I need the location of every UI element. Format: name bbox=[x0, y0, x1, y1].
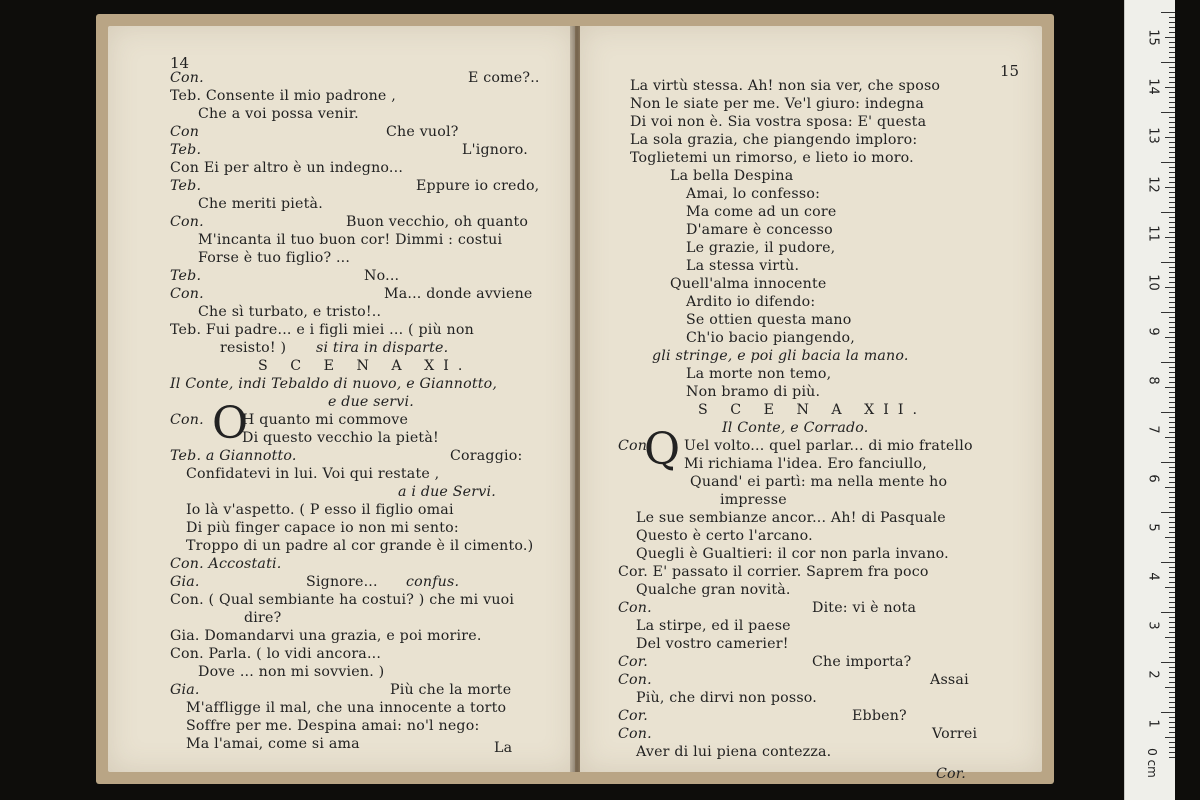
ruler-tick bbox=[1169, 127, 1175, 128]
ruler-tick bbox=[1169, 472, 1175, 473]
ruler-tick bbox=[1169, 382, 1175, 383]
text-line: Con. bbox=[618, 726, 652, 742]
text-line: Buon vecchio, oh quanto bbox=[346, 214, 529, 230]
text-line: S C E N A XII. bbox=[698, 402, 926, 418]
ruler-tick bbox=[1169, 602, 1175, 603]
text-line: confus. bbox=[406, 574, 460, 590]
ruler-tick bbox=[1169, 547, 1175, 548]
text-line: Con. bbox=[170, 70, 204, 86]
text-line: Dite: vi è nota bbox=[812, 600, 917, 616]
ruler-tick bbox=[1169, 707, 1175, 708]
book-spread bbox=[96, 14, 1054, 784]
text-line: Le grazie, il pudore, bbox=[686, 240, 836, 256]
ruler-tick bbox=[1169, 117, 1175, 118]
text-line: Quand' ei partì: ma nella mente ho bbox=[690, 474, 948, 490]
ruler-tick bbox=[1169, 617, 1175, 618]
ruler-tick bbox=[1161, 62, 1175, 63]
ruler-tick bbox=[1169, 502, 1175, 503]
ruler-tick bbox=[1161, 212, 1175, 213]
text-line: Teb. bbox=[170, 142, 202, 158]
ruler-tick bbox=[1165, 187, 1175, 188]
ruler-tick bbox=[1161, 662, 1175, 663]
ruler-tick bbox=[1169, 92, 1175, 93]
ruler-tick bbox=[1169, 42, 1175, 43]
ruler-tick bbox=[1169, 752, 1175, 753]
text-line: resisto! ) bbox=[220, 340, 287, 356]
text-line: La bbox=[494, 740, 513, 756]
ruler-tick bbox=[1169, 292, 1175, 293]
ruler-tick bbox=[1169, 632, 1175, 633]
text-line: Eppure io credo, bbox=[416, 178, 540, 194]
text-line: Coraggio: bbox=[450, 448, 523, 464]
ruler-tick bbox=[1169, 582, 1175, 583]
ruler-number: 13 bbox=[1145, 127, 1161, 144]
ruler-tick bbox=[1169, 552, 1175, 553]
ruler-unit-label: 0 cm bbox=[1144, 748, 1159, 778]
text-line: Amai, lo confesso: bbox=[686, 186, 821, 202]
ruler-tick bbox=[1165, 537, 1175, 538]
ruler-tick bbox=[1169, 467, 1175, 468]
text-line: Più che la morte bbox=[390, 682, 512, 698]
ruler-tick bbox=[1165, 587, 1175, 588]
text-line: Teb. bbox=[170, 268, 202, 284]
text-line: Con. bbox=[170, 214, 204, 230]
text-line: Signore... bbox=[306, 574, 378, 590]
ruler-tick bbox=[1169, 677, 1175, 678]
ruler-tick bbox=[1169, 157, 1175, 158]
text-line: La stirpe, ed il paese bbox=[636, 618, 791, 634]
ruler-number: 4 bbox=[1145, 572, 1161, 581]
ruler-tick bbox=[1169, 407, 1175, 408]
text-line: Il Conte, e Corrado. bbox=[722, 420, 869, 436]
text-line: L'ignoro. bbox=[462, 142, 529, 158]
ruler-tick bbox=[1161, 612, 1175, 613]
ruler-number: 14 bbox=[1145, 78, 1161, 95]
text-line: Ch'io bacio piangendo, bbox=[686, 330, 855, 346]
right-page bbox=[580, 26, 1042, 782]
text-line: Troppo di un padre al cor grande è il cimento.) bbox=[186, 538, 534, 554]
ruler-tick bbox=[1169, 277, 1175, 278]
ruler-tick bbox=[1169, 402, 1175, 403]
text-line: Assai bbox=[930, 672, 969, 688]
drop-cap-letter: Q bbox=[644, 424, 681, 475]
text-line: dire? bbox=[244, 610, 282, 626]
text-line: Cor. E' passato il corrier. Saprem fra poco bbox=[618, 564, 929, 580]
text-line: Cor. bbox=[618, 654, 648, 670]
ruler-tick bbox=[1169, 542, 1175, 543]
ruler-tick bbox=[1169, 697, 1175, 698]
ruler-tick bbox=[1161, 562, 1175, 563]
text-line: Con. bbox=[618, 672, 652, 688]
text-line: Di questo vecchio la pietà! bbox=[242, 430, 439, 446]
ruler-tick bbox=[1169, 477, 1175, 478]
text-line: Ma come ad un core bbox=[686, 204, 837, 220]
ruler-tick bbox=[1169, 667, 1175, 668]
ruler-tick bbox=[1165, 437, 1175, 438]
ruler-number: 8 bbox=[1145, 376, 1161, 385]
text-line: Che sì turbato, e tristo!.. bbox=[198, 304, 382, 320]
text-line: Se ottien questa mano bbox=[686, 312, 852, 328]
ruler-tick bbox=[1169, 747, 1175, 748]
ruler-tick bbox=[1169, 197, 1175, 198]
ruler-tick bbox=[1169, 322, 1175, 323]
ruler-tick bbox=[1169, 422, 1175, 423]
ruler-tick bbox=[1169, 167, 1175, 168]
ruler-tick bbox=[1165, 37, 1175, 38]
text-line: Qualche gran novità. bbox=[636, 582, 791, 598]
ruler-tick bbox=[1169, 442, 1175, 443]
text-line: Questo è certo l'arcano. bbox=[636, 528, 813, 544]
ruler-tick bbox=[1169, 397, 1175, 398]
text-line: impresse bbox=[720, 492, 787, 508]
text-line: Confidatevi in lui. Voi qui restate , bbox=[186, 466, 440, 482]
text-line: Quegli è Gualtieri: il cor non parla invano. bbox=[636, 546, 949, 562]
text-line: M'affligge il mal, che una innocente a torto bbox=[186, 700, 507, 716]
ruler-number: 2 bbox=[1145, 670, 1161, 679]
ruler-tick bbox=[1169, 457, 1175, 458]
ruler-tick bbox=[1169, 57, 1175, 58]
text-line: Del vostro camerier! bbox=[636, 636, 789, 652]
ruler-tick bbox=[1169, 567, 1175, 568]
ruler-tick bbox=[1169, 627, 1175, 628]
ruler-tick bbox=[1161, 712, 1175, 713]
text-line: Le sue sembianze ancor... Ah! di Pasquale bbox=[636, 510, 946, 526]
ruler-tick bbox=[1169, 732, 1175, 733]
ruler-tick bbox=[1169, 132, 1175, 133]
text-line: Con bbox=[170, 124, 200, 140]
ruler-tick bbox=[1169, 447, 1175, 448]
ruler-tick bbox=[1169, 182, 1175, 183]
ruler-tick bbox=[1169, 557, 1175, 558]
ruler-tick bbox=[1169, 217, 1175, 218]
ruler-tick bbox=[1169, 102, 1175, 103]
ruler-tick bbox=[1169, 332, 1175, 333]
text-line: Con. ( Qual sembiante ha costui? ) che mi vuoi bbox=[170, 592, 515, 608]
text-line: Aver di lui piena contezza. bbox=[636, 744, 832, 760]
ruler-tick bbox=[1169, 122, 1175, 123]
text-line: Con. Parla. ( lo vidi ancora... bbox=[170, 646, 382, 662]
ruler-tick bbox=[1169, 702, 1175, 703]
ruler-tick bbox=[1169, 52, 1175, 53]
ruler-number: 12 bbox=[1145, 176, 1161, 193]
ruler-tick bbox=[1165, 137, 1175, 138]
ruler-tick bbox=[1165, 237, 1175, 238]
text-line: Di voi non è. Sia vostra sposa: E' questa bbox=[630, 114, 927, 130]
ruler-number: 9 bbox=[1145, 327, 1161, 336]
text-line: Che importa? bbox=[812, 654, 912, 670]
ruler-tick bbox=[1169, 357, 1175, 358]
ruler-tick bbox=[1165, 87, 1175, 88]
ruler-tick bbox=[1169, 352, 1175, 353]
page-number-right: 15 bbox=[1000, 62, 1020, 80]
ruler-tick bbox=[1169, 592, 1175, 593]
ruler-tick bbox=[1169, 22, 1175, 23]
text-line: Ardito io difendo: bbox=[686, 294, 816, 310]
ruler-tick bbox=[1169, 652, 1175, 653]
text-line: Gia. bbox=[170, 574, 200, 590]
ruler-tick bbox=[1165, 387, 1175, 388]
ruler-tick bbox=[1169, 572, 1175, 573]
ruler-tick bbox=[1169, 272, 1175, 273]
text-line: Non le siate per me. Ve'l giuro: indegna bbox=[630, 96, 925, 112]
ruler-tick bbox=[1169, 522, 1175, 523]
ruler-tick bbox=[1169, 497, 1175, 498]
text-line: Toglietemi un rimorso, e lieto io moro. bbox=[630, 150, 914, 166]
ruler-tick bbox=[1161, 12, 1175, 13]
ruler-tick bbox=[1169, 722, 1175, 723]
text-line: Il Conte, indi Tebaldo di nuovo, e Giannotto, bbox=[170, 376, 498, 392]
ruler-tick bbox=[1169, 717, 1175, 718]
ruler-tick bbox=[1169, 427, 1175, 428]
text-line: Forse è tuo figlio? ... bbox=[198, 250, 351, 266]
ruler-tick bbox=[1169, 432, 1175, 433]
text-line: Gia. bbox=[170, 682, 200, 698]
measuring-ruler bbox=[1124, 0, 1175, 800]
text-line: Teb. a Giannotto. bbox=[170, 448, 297, 464]
text-line: La stessa virtù. bbox=[686, 258, 800, 274]
ruler-tick bbox=[1169, 527, 1175, 528]
ruler-tick bbox=[1169, 532, 1175, 533]
ruler-tick bbox=[1169, 692, 1175, 693]
text-line: Teb. Fui padre... e i figli miei ... ( più non bbox=[170, 322, 474, 338]
page-number-left: 14 bbox=[170, 54, 190, 72]
text-line: H quanto mi commove bbox=[242, 412, 409, 428]
text-line: a i due Servi. bbox=[398, 484, 496, 500]
ruler-tick bbox=[1165, 737, 1175, 738]
ruler-tick bbox=[1169, 757, 1175, 758]
text-line: Con. Accostati. bbox=[170, 556, 282, 572]
text-line: Non bramo di più. bbox=[686, 384, 821, 400]
ruler-tick bbox=[1169, 72, 1175, 73]
ruler-tick bbox=[1161, 162, 1175, 163]
ruler-tick bbox=[1169, 32, 1175, 33]
text-line: La sola grazia, che piangendo imploro: bbox=[630, 132, 918, 148]
text-line: Uel volto... quel parlar... di mio fratello bbox=[684, 438, 973, 454]
ruler-tick bbox=[1169, 482, 1175, 483]
ruler-number: 10 bbox=[1145, 274, 1161, 291]
text-line: Teb. bbox=[170, 178, 202, 194]
ruler-number: 3 bbox=[1145, 621, 1161, 630]
ruler-tick bbox=[1161, 412, 1175, 413]
ruler-tick bbox=[1169, 372, 1175, 373]
ruler-tick bbox=[1169, 367, 1175, 368]
ruler-tick bbox=[1169, 417, 1175, 418]
ruler-tick bbox=[1169, 597, 1175, 598]
text-line: Dove ... non mi sovvien. ) bbox=[198, 664, 385, 680]
ruler-tick bbox=[1165, 337, 1175, 338]
ruler-tick bbox=[1169, 227, 1175, 228]
ruler-tick bbox=[1169, 232, 1175, 233]
text-line: Teb. Consente il mio padrone , bbox=[170, 88, 396, 104]
text-line: S C E N A XI. bbox=[258, 358, 472, 374]
ruler-tick bbox=[1169, 192, 1175, 193]
text-line: si tira in disparte. bbox=[316, 340, 449, 356]
ruler-tick bbox=[1169, 647, 1175, 648]
ruler-tick bbox=[1169, 177, 1175, 178]
left-page bbox=[108, 26, 575, 772]
ruler-tick bbox=[1169, 302, 1175, 303]
text-line: Cor. bbox=[936, 766, 966, 782]
text-line: Vorrei bbox=[932, 726, 978, 742]
text-line: Con. bbox=[170, 286, 204, 302]
text-line: Più, che dirvi non posso. bbox=[636, 690, 818, 706]
text-line: D'amare è concesso bbox=[686, 222, 833, 238]
ruler-tick bbox=[1169, 347, 1175, 348]
text-line: Con Ei per altro è un indegno... bbox=[170, 160, 404, 176]
ruler-tick bbox=[1165, 687, 1175, 688]
ruler-tick bbox=[1169, 27, 1175, 28]
text-line: Mi richiama l'idea. Ero fanciullo, bbox=[684, 456, 927, 472]
ruler-number: 7 bbox=[1145, 425, 1161, 434]
ruler-tick bbox=[1161, 362, 1175, 363]
text-line: Che vuol? bbox=[386, 124, 459, 140]
ruler-tick bbox=[1169, 657, 1175, 658]
ruler-tick bbox=[1169, 297, 1175, 298]
ruler-tick bbox=[1169, 152, 1175, 153]
ruler-tick bbox=[1169, 17, 1175, 18]
text-line: e due servi. bbox=[328, 394, 414, 410]
ruler-tick bbox=[1169, 307, 1175, 308]
ruler-tick bbox=[1169, 252, 1175, 253]
ruler-tick bbox=[1161, 312, 1175, 313]
text-line: Gia. Domandarvi una grazia, e poi morire. bbox=[170, 628, 482, 644]
ruler-tick bbox=[1169, 47, 1175, 48]
ruler-tick bbox=[1169, 202, 1175, 203]
ruler-tick bbox=[1169, 577, 1175, 578]
ruler-number: 5 bbox=[1145, 523, 1161, 532]
text-line: Io là v'aspetto. ( P esso il figlio omai bbox=[186, 502, 454, 518]
ruler-tick bbox=[1169, 207, 1175, 208]
ruler-tick bbox=[1169, 267, 1175, 268]
text-line: No... bbox=[364, 268, 400, 284]
ruler-tick bbox=[1161, 512, 1175, 513]
text-line: Che a voi possa venir. bbox=[198, 106, 359, 122]
ruler-tick bbox=[1169, 607, 1175, 608]
ruler-tick bbox=[1169, 342, 1175, 343]
ruler-tick bbox=[1161, 462, 1175, 463]
ruler-tick bbox=[1169, 147, 1175, 148]
ruler-tick bbox=[1169, 247, 1175, 248]
ruler-tick bbox=[1169, 222, 1175, 223]
ruler-tick bbox=[1169, 622, 1175, 623]
text-line: La bella Despina bbox=[670, 168, 794, 184]
ruler-tick bbox=[1161, 112, 1175, 113]
text-line: Che meriti pietà. bbox=[198, 196, 323, 212]
ruler-tick bbox=[1169, 327, 1175, 328]
ruler-tick bbox=[1169, 672, 1175, 673]
text-line: Ma... donde avviene bbox=[384, 286, 533, 302]
drop-cap-letter: O bbox=[212, 398, 249, 449]
text-line: La morte non temo, bbox=[686, 366, 832, 382]
text-line: Ma l'amai, come si ama bbox=[186, 736, 360, 752]
ruler-tick bbox=[1169, 77, 1175, 78]
ruler-tick bbox=[1169, 82, 1175, 83]
text-line: Con. bbox=[170, 412, 204, 428]
ruler-tick bbox=[1169, 242, 1175, 243]
ruler-number: 1 bbox=[1145, 719, 1161, 728]
text-line: Soffre per me. Despina amai: no'l nego: bbox=[186, 718, 480, 734]
text-line: Con. bbox=[618, 600, 652, 616]
ruler-tick bbox=[1169, 642, 1175, 643]
text-line: Di più finger capace io non mi sento: bbox=[186, 520, 459, 536]
ruler-tick bbox=[1169, 282, 1175, 283]
text-line: Cor. bbox=[618, 708, 648, 724]
ruler-tick bbox=[1169, 452, 1175, 453]
ruler-tick bbox=[1165, 287, 1175, 288]
ruler-tick bbox=[1169, 727, 1175, 728]
text-line: gli stringe, e poi gli bacia la mano. bbox=[652, 348, 909, 364]
text-line: Ebben? bbox=[852, 708, 907, 724]
ruler-tick bbox=[1169, 377, 1175, 378]
ruler-tick bbox=[1169, 507, 1175, 508]
ruler-tick bbox=[1169, 67, 1175, 68]
ruler-tick bbox=[1169, 517, 1175, 518]
ruler-tick bbox=[1169, 107, 1175, 108]
ruler-tick bbox=[1169, 492, 1175, 493]
ruler-number: 11 bbox=[1145, 225, 1161, 242]
ruler-tick bbox=[1169, 742, 1175, 743]
ruler-tick bbox=[1165, 637, 1175, 638]
ruler-number: 6 bbox=[1145, 474, 1161, 483]
text-line: Con. bbox=[618, 438, 652, 454]
ruler-tick bbox=[1169, 172, 1175, 173]
ruler-tick bbox=[1169, 97, 1175, 98]
ruler-tick bbox=[1169, 142, 1175, 143]
ruler-tick bbox=[1165, 487, 1175, 488]
text-line: E come?.. bbox=[468, 70, 540, 86]
text-line: La virtù stessa. Ah! non sia ver, che sposo bbox=[630, 78, 941, 94]
ruler-tick bbox=[1169, 257, 1175, 258]
text-line: Quell'alma innocente bbox=[670, 276, 827, 292]
ruler-tick bbox=[1161, 262, 1175, 263]
ruler-number: 15 bbox=[1145, 29, 1161, 46]
ruler-tick bbox=[1169, 392, 1175, 393]
ruler-tick bbox=[1169, 317, 1175, 318]
text-line: M'incanta il tuo buon cor! Dimmi : costui bbox=[198, 232, 503, 248]
ruler-tick bbox=[1169, 682, 1175, 683]
